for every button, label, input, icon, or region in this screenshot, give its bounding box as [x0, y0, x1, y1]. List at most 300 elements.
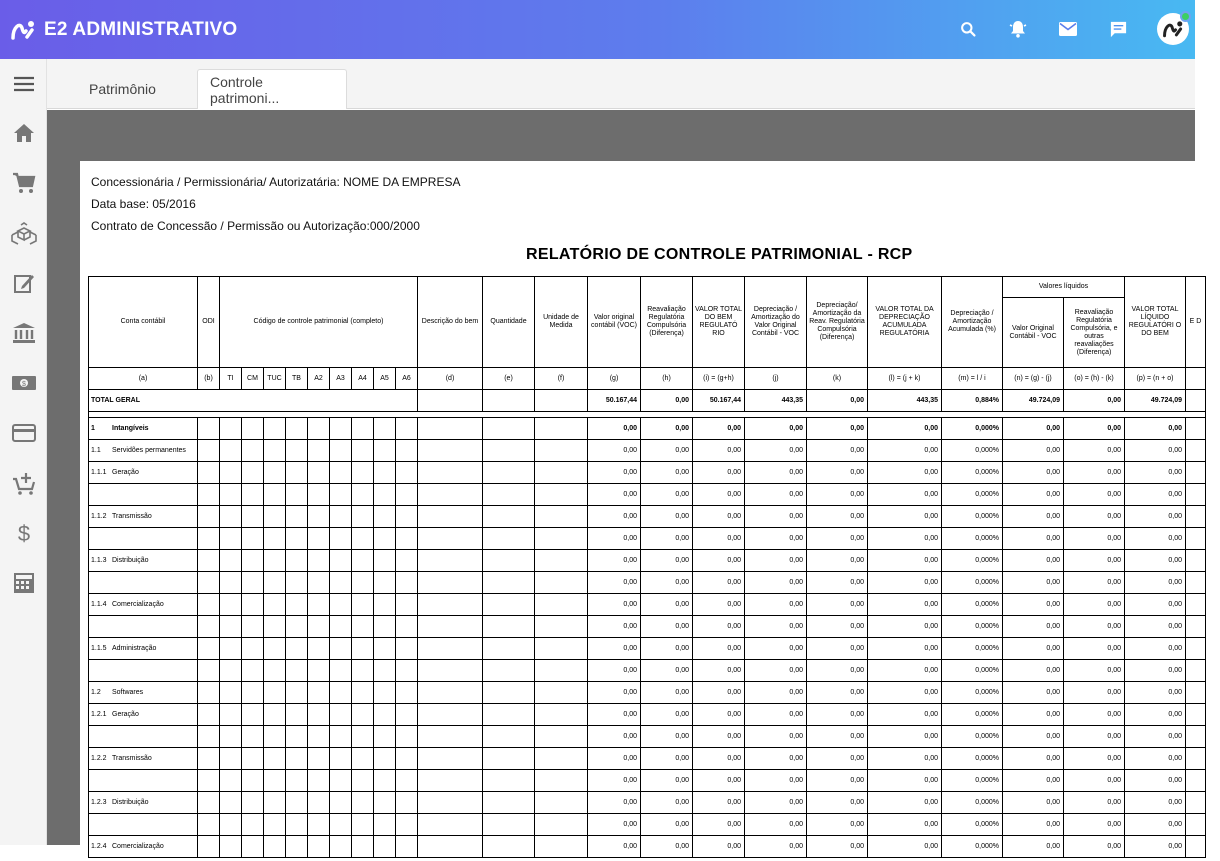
row-value: 0,00 [868, 594, 942, 616]
brand[interactable] [10, 17, 237, 43]
row-empty-cell [330, 660, 352, 682]
row-value: 0,000% [942, 748, 1003, 770]
row-empty-cell [330, 572, 352, 594]
row-empty-cell [1186, 528, 1206, 550]
cart-icon[interactable] [0, 161, 47, 205]
row-empty-cell [418, 462, 483, 484]
row-empty-cell [535, 462, 588, 484]
row-value: 0,00 [1003, 748, 1064, 770]
row-empty-cell [220, 506, 242, 528]
row-value: 0,00 [1064, 528, 1125, 550]
row-empty-cell [535, 418, 588, 440]
row-account [89, 836, 198, 858]
row-value: 0,00 [1003, 682, 1064, 704]
row-empty-cell [330, 726, 352, 748]
row-value: 0,00 [745, 660, 807, 682]
row-value: 0,00 [745, 814, 807, 836]
row-empty-cell [286, 638, 308, 660]
letters-row [89, 368, 1206, 390]
row-value: 0,00 [588, 814, 641, 836]
row-empty-cell [374, 418, 396, 440]
letter-a: (a) [89, 368, 198, 390]
table-row [89, 572, 1206, 594]
row-empty-cell [535, 704, 588, 726]
row-empty-cell [308, 594, 330, 616]
row-value: 0,00 [1125, 594, 1186, 616]
row-value: 0,000% [942, 440, 1003, 462]
row-value: 0,00 [745, 704, 807, 726]
row-empty-cell [418, 814, 483, 836]
row-value: 0,00 [868, 704, 942, 726]
row-value: 0,00 [1125, 506, 1186, 528]
row-empty-cell [1186, 572, 1206, 594]
row-value: 0,00 [1064, 814, 1125, 836]
row-account [89, 462, 198, 484]
letter-b: (b) [198, 368, 220, 390]
row-empty-cell [198, 726, 220, 748]
row-empty-cell [286, 528, 308, 550]
row-account [89, 616, 198, 638]
table-row [89, 506, 1206, 528]
total-i: 50.167,44 [693, 390, 745, 412]
row-empty-cell [535, 748, 588, 770]
total-row [89, 390, 1206, 412]
row-value: 0,00 [1003, 704, 1064, 726]
menu-icon[interactable] [0, 62, 47, 106]
row-empty-cell [286, 770, 308, 792]
row-empty-cell [374, 440, 396, 462]
row-value: 0,000% [942, 770, 1003, 792]
row-account [89, 440, 198, 462]
row-empty-cell [535, 572, 588, 594]
row-empty-cell [396, 572, 418, 594]
row-empty-cell [330, 638, 352, 660]
row-value: 0,00 [745, 440, 807, 462]
row-empty-cell [220, 704, 242, 726]
base-date-line: Data base: 05/2016 [91, 197, 196, 211]
col-conta: Conta contábil [89, 277, 198, 368]
row-value: 0,00 [693, 528, 745, 550]
calculator-icon[interactable] [0, 561, 47, 605]
row-empty-cell [396, 792, 418, 814]
table-row [89, 418, 1206, 440]
row-account-code: 1.2.2 [91, 755, 107, 762]
row-value: 0,000% [942, 682, 1003, 704]
row-account [89, 594, 198, 616]
row-empty-cell [220, 814, 242, 836]
row-account-code: 1.1 [91, 447, 101, 454]
row-account [89, 418, 198, 440]
table-row [89, 594, 1206, 616]
row-value: 0,00 [1003, 638, 1064, 660]
row-value: 0,00 [693, 748, 745, 770]
row-empty-cell [396, 550, 418, 572]
row-empty-cell [352, 616, 374, 638]
row-empty-cell [264, 748, 286, 770]
row-empty-cell [330, 814, 352, 836]
row-empty-cell [198, 638, 220, 660]
mail-icon[interactable] [1057, 18, 1079, 40]
row-empty-cell [483, 616, 535, 638]
row-value: 0,00 [693, 638, 745, 660]
row-account-label: Transmissão [112, 755, 152, 762]
edit-icon[interactable] [0, 261, 47, 305]
row-account-label: Distribuição [112, 557, 149, 564]
row-empty-cell [374, 572, 396, 594]
col-k: Depreciação/ Amortização da Reav. Regulatória Compulsória (Diferença) [807, 277, 868, 368]
subcode-a2: A2 [308, 368, 330, 390]
row-value: 0,00 [868, 748, 942, 770]
row-account [89, 550, 198, 572]
row-empty-cell [483, 792, 535, 814]
total-h: 0,00 [641, 390, 693, 412]
card-icon[interactable] [0, 411, 47, 455]
row-value: 0,00 [1125, 462, 1186, 484]
letter-d: (d) [418, 368, 483, 390]
row-empty-cell [1186, 638, 1206, 660]
row-empty-cell [374, 528, 396, 550]
row-empty-cell [483, 462, 535, 484]
letter-l: (l) = (j + k) [868, 368, 942, 390]
row-empty-cell [242, 440, 264, 462]
row-empty-cell [352, 660, 374, 682]
row-value: 0,00 [641, 506, 693, 528]
row-value: 0,00 [693, 682, 745, 704]
row-value: 0,00 [693, 792, 745, 814]
row-account-label: Distribuição [112, 799, 149, 806]
row-value: 0,00 [641, 704, 693, 726]
row-empty-cell [286, 594, 308, 616]
row-empty-cell [1186, 792, 1206, 814]
row-empty-cell [535, 770, 588, 792]
letter-n: (n) = (g) - (j) [1003, 368, 1064, 390]
rcp-table [88, 276, 1206, 858]
row-empty-cell [1186, 770, 1206, 792]
user-avatar[interactable] [1157, 13, 1189, 45]
row-value: 0,00 [1003, 528, 1064, 550]
row-account-label: Comercialização [112, 843, 164, 850]
row-value: 0,00 [1003, 660, 1064, 682]
row-value: 0,00 [641, 550, 693, 572]
letter-m: (m) = l / i [942, 368, 1003, 390]
row-empty-cell [242, 814, 264, 836]
row-value: 0,00 [868, 638, 942, 660]
online-status-dot [1180, 11, 1191, 22]
row-empty-cell [286, 418, 308, 440]
row-value: 0,00 [1003, 484, 1064, 506]
row-empty-cell [418, 704, 483, 726]
row-empty-cell [374, 462, 396, 484]
row-account-label: Intangíveis [112, 425, 149, 432]
letter-o: (o) = (h) - (k) [1064, 368, 1125, 390]
total-label: TOTAL GERAL [89, 390, 418, 412]
row-empty-cell [483, 770, 535, 792]
row-value: 0,00 [807, 440, 868, 462]
row-value: 0,00 [868, 572, 942, 594]
chat-icon[interactable] [1107, 18, 1129, 40]
row-empty-cell [198, 484, 220, 506]
row-empty-cell [352, 594, 374, 616]
row-empty-cell [1186, 814, 1206, 836]
letter-g: (g) [588, 368, 641, 390]
row-value: 0,00 [745, 616, 807, 638]
row-value: 0,00 [693, 616, 745, 638]
table-row [89, 792, 1206, 814]
row-value: 0,000% [942, 550, 1003, 572]
row-empty-cell [308, 748, 330, 770]
row-empty-cell [264, 484, 286, 506]
row-account-code: 1.1.5 [91, 645, 107, 652]
row-empty-cell [242, 572, 264, 594]
svg-text:$: $ [17, 521, 30, 546]
tabs-bar [47, 59, 1195, 109]
row-value: 0,00 [745, 484, 807, 506]
row-value: 0,00 [868, 418, 942, 440]
row-value: 0,00 [1125, 814, 1186, 836]
row-empty-cell [308, 528, 330, 550]
row-value: 0,00 [1064, 594, 1125, 616]
row-account-code: 1.1.3 [91, 557, 107, 564]
row-empty-cell [535, 484, 588, 506]
row-empty-cell [418, 594, 483, 616]
row-empty-cell [374, 748, 396, 770]
row-value: 0,00 [641, 836, 693, 858]
col-odi: ODI [198, 277, 220, 368]
row-empty-cell [198, 616, 220, 638]
row-value: 0,00 [807, 484, 868, 506]
row-account-label: Softwares [112, 689, 144, 696]
row-empty-cell [286, 726, 308, 748]
row-value: 0,00 [868, 550, 942, 572]
col-g: Valor original contábil (VOC) [588, 277, 641, 368]
row-account [89, 814, 198, 836]
document-viewer[interactable] [47, 110, 1202, 850]
row-empty-cell [264, 506, 286, 528]
row-empty-cell [396, 814, 418, 836]
cart-add-icon[interactable] [0, 461, 47, 505]
app-title: E2 ADMINISTRATIVO [44, 19, 238, 40]
row-empty-cell [198, 550, 220, 572]
row-empty-cell [535, 528, 588, 550]
home-icon[interactable] [0, 111, 47, 155]
row-empty-cell [264, 814, 286, 836]
row-empty-cell [264, 792, 286, 814]
row-value: 0,00 [588, 594, 641, 616]
row-value: 0,00 [1125, 682, 1186, 704]
row-account [89, 528, 198, 550]
table-row [89, 704, 1206, 726]
row-value: 0,00 [807, 814, 868, 836]
total-n: 49.724,09 [1003, 390, 1064, 412]
row-value: 0,00 [745, 594, 807, 616]
row-empty-cell [286, 616, 308, 638]
row-value: 0,000% [942, 418, 1003, 440]
row-empty-cell [264, 594, 286, 616]
row-empty-cell [242, 484, 264, 506]
row-value: 0,00 [1125, 418, 1186, 440]
row-empty-cell [396, 506, 418, 528]
row-value: 0,00 [868, 814, 942, 836]
row-empty-cell [396, 638, 418, 660]
row-value: 0,00 [745, 462, 807, 484]
row-value: 0,00 [588, 550, 641, 572]
row-empty-cell [264, 638, 286, 660]
total-q [1186, 390, 1206, 412]
row-value: 0,00 [1125, 572, 1186, 594]
row-empty-cell [352, 440, 374, 462]
row-empty-cell [396, 418, 418, 440]
row-empty-cell [286, 836, 308, 858]
row-empty-cell [220, 616, 242, 638]
total-g: 50.167,44 [588, 390, 641, 412]
row-empty-cell [330, 616, 352, 638]
tab-controle-patrimonial[interactable]: Controle patrimoni... [197, 69, 347, 109]
row-empty-cell [330, 462, 352, 484]
row-value: 0,00 [1003, 550, 1064, 572]
row-value: 0,00 [807, 594, 868, 616]
row-empty-cell [396, 726, 418, 748]
row-value: 0,00 [588, 638, 641, 660]
row-account-code: 1.1.2 [91, 513, 107, 520]
row-empty-cell [1186, 704, 1206, 726]
row-empty-cell [220, 462, 242, 484]
row-account [89, 660, 198, 682]
row-value: 0,00 [807, 748, 868, 770]
report-page [80, 161, 1220, 861]
bell-icon[interactable] [1007, 18, 1029, 40]
row-value: 0,00 [1125, 616, 1186, 638]
row-value: 0,00 [588, 418, 641, 440]
row-empty-cell [220, 660, 242, 682]
row-empty-cell [286, 506, 308, 528]
row-empty-cell [286, 484, 308, 506]
row-empty-cell [308, 418, 330, 440]
row-empty-cell [535, 682, 588, 704]
row-account [89, 748, 198, 770]
row-empty-cell [330, 682, 352, 704]
bank-icon[interactable] [0, 311, 47, 355]
row-empty-cell [286, 440, 308, 462]
search-icon[interactable] [957, 18, 979, 40]
row-account-label: Administração [112, 645, 157, 652]
col-valores-liquidos: Valores líquidos [1003, 277, 1125, 298]
row-value: 0,00 [1064, 638, 1125, 660]
row-empty-cell [308, 792, 330, 814]
row-value: 0,00 [868, 792, 942, 814]
row-value: 0,00 [745, 726, 807, 748]
letter-f: (f) [535, 368, 588, 390]
row-value: 0,00 [1064, 418, 1125, 440]
row-value: 0,00 [588, 726, 641, 748]
row-empty-cell [198, 418, 220, 440]
table-row [89, 660, 1206, 682]
row-empty-cell [198, 682, 220, 704]
row-empty-cell [396, 440, 418, 462]
row-empty-cell [242, 638, 264, 660]
row-value: 0,00 [807, 506, 868, 528]
row-empty-cell [242, 462, 264, 484]
row-account-code: 1.2.4 [91, 843, 107, 850]
row-value: 0,00 [1003, 462, 1064, 484]
col-unidade: Unidade de Medida [535, 277, 588, 368]
row-account [89, 572, 198, 594]
row-value: 0,00 [745, 572, 807, 594]
row-empty-cell [352, 704, 374, 726]
row-empty-cell [330, 440, 352, 462]
row-empty-cell [220, 726, 242, 748]
row-value: 0,00 [807, 726, 868, 748]
row-empty-cell [418, 770, 483, 792]
table-row [89, 682, 1206, 704]
row-empty-cell [483, 704, 535, 726]
tab-patrimonio[interactable]: Patrimônio [89, 81, 156, 97]
row-value: 0,00 [1064, 726, 1125, 748]
row-empty-cell [396, 836, 418, 858]
row-empty-cell [308, 506, 330, 528]
subcode-cm: CM [242, 368, 264, 390]
row-account-label: Transmissão [112, 513, 152, 520]
row-value: 0,00 [868, 484, 942, 506]
row-value: 0,00 [588, 506, 641, 528]
row-empty-cell [352, 572, 374, 594]
row-empty-cell [308, 572, 330, 594]
row-empty-cell [198, 506, 220, 528]
row-empty-cell [242, 418, 264, 440]
row-empty-cell [308, 440, 330, 462]
row-empty-cell [483, 638, 535, 660]
row-empty-cell [396, 682, 418, 704]
row-value: 0,00 [693, 594, 745, 616]
row-value: 0,00 [693, 660, 745, 682]
row-empty-cell [352, 638, 374, 660]
row-empty-cell [352, 484, 374, 506]
row-empty-cell [264, 528, 286, 550]
table-row [89, 748, 1206, 770]
letter-k: (k) [807, 368, 868, 390]
row-value: 0,00 [807, 572, 868, 594]
dollar-icon[interactable] [0, 511, 47, 555]
table-row [89, 462, 1206, 484]
table-row [89, 550, 1206, 572]
row-value: 0,00 [1003, 792, 1064, 814]
boxes-icon[interactable] [0, 211, 47, 255]
row-empty-cell [1186, 506, 1206, 528]
row-value: 0,000% [942, 660, 1003, 682]
row-value: 0,00 [588, 660, 641, 682]
money-icon[interactable] [0, 361, 47, 405]
report-title: RELATÓRIO DE CONTROLE PATRIMONIAL - RCP [526, 246, 913, 263]
row-empty-cell [1186, 726, 1206, 748]
row-empty-cell [330, 770, 352, 792]
row-empty-cell [198, 704, 220, 726]
row-empty-cell [396, 770, 418, 792]
row-empty-cell [220, 836, 242, 858]
total-l: 443,35 [868, 390, 942, 412]
row-empty-cell [242, 836, 264, 858]
row-empty-cell [286, 572, 308, 594]
row-value: 0,00 [745, 638, 807, 660]
row-empty-cell [374, 682, 396, 704]
row-empty-cell [483, 660, 535, 682]
row-empty-cell [264, 660, 286, 682]
row-value: 0,00 [1125, 440, 1186, 462]
row-value: 0,00 [1125, 726, 1186, 748]
svg-text:$: $ [21, 381, 26, 388]
row-empty-cell [242, 616, 264, 638]
row-value: 0,00 [641, 770, 693, 792]
row-value: 0,00 [1125, 748, 1186, 770]
row-empty-cell [374, 484, 396, 506]
